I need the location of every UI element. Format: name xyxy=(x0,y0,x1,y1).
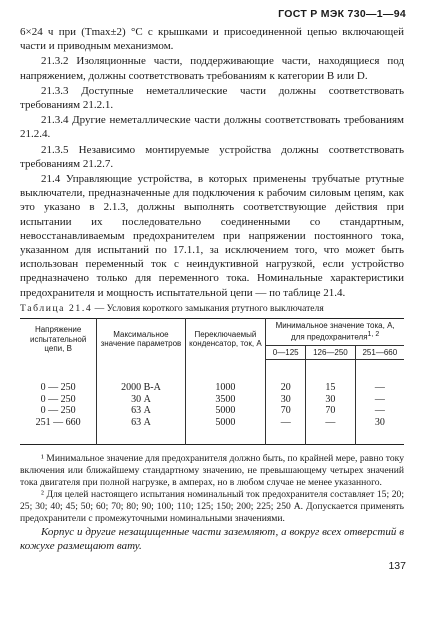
header-sub-126-250: 126—250 xyxy=(306,345,356,360)
footnotes xyxy=(20,453,404,524)
header-sub-251-660: 251—660 xyxy=(355,345,404,360)
cell-max-param: 63 А xyxy=(97,417,185,445)
paragraph-test-duration: 6×24 ч при (Tmax±2) °С с крышками и присоединенной цепью включающей части и приводным механизмом. xyxy=(20,26,404,53)
cell-fuse-251-660: 30 xyxy=(355,417,404,445)
header-min-fuse xyxy=(266,318,404,345)
cell-fuse-0-125: 30 xyxy=(266,394,306,406)
header-voltage: Напряжение испытательной цепи, В xyxy=(29,324,87,354)
paragraph-21-3-3: 21.3.3 Доступные неметаллические части должны соответствовать требованиям 21.2.1. xyxy=(20,84,404,112)
paragraph-21-4: 21.4 Управляющие устройства, в которых применены трубчатые ртутные выключатели, предназначенные для подключения к рабочим силовым цепям, как это указано в 2.1.3, должны выполнять соответствующие действия при испытании их последовательно соединенными со стандартным, невосстанавливаемым предохранителем при напряжении постоянного тока, указанном для испытаний по 17.1.1, за исключением того, что может быть использован переменный ток с неиндуктивной нагрузкой, если устройство предназначено только для переменного тока. Номинальные характеристики предохранителя и мощность испытательной цепи — по таблице 21.4. xyxy=(20,173,404,299)
page-number: 137 xyxy=(388,560,406,572)
cell-fuse-251-660: — xyxy=(355,360,404,394)
header-capacitor: Переключаемый конденсатор, ток, А xyxy=(185,318,266,359)
document-header: ГОСТ Р МЭК 730—1—94 xyxy=(278,8,406,20)
cell-fuse-0-125: 20 xyxy=(266,360,306,394)
document-body xyxy=(20,25,404,554)
cell-capacitor-current: 5000 xyxy=(185,417,266,445)
cell-fuse-251-660: — xyxy=(355,394,404,406)
short-circuit-table xyxy=(20,318,404,445)
header-max-params: Максимальное значение параметров xyxy=(97,318,185,359)
paragraph-21-3-2: 21.3.2 Изоляционные части, поддерживающие части, находящиеся под напряжением, должны соответствовать требованиям к категории В или D. xyxy=(20,55,404,82)
header-sub-0-125: 0—125 xyxy=(266,345,306,360)
cell-capacitor-current: 3500 xyxy=(185,394,266,406)
footnote-1: ¹ Минимальное значение для предохранителя должно быть, по крайней мере, равно току включения или ближайшему стандартному значению, не превышающему четырех значений тока двигателя при полной нагрузке, в амперах, но в любом случае не менее указанного. xyxy=(20,453,404,489)
cell-fuse-126-250: 30 xyxy=(306,394,356,406)
cell-capacitor-current: 1000 xyxy=(185,360,266,394)
cell-fuse-126-250: — xyxy=(306,417,356,445)
cell-fuse-251-660: — xyxy=(355,405,404,417)
cell-fuse-126-250: 70 xyxy=(306,405,356,417)
cell-fuse-0-125: — xyxy=(266,417,306,445)
cell-fuse-126-250: 15 xyxy=(306,360,356,394)
cell-voltage: 251 — 660 xyxy=(35,416,81,428)
closing-paragraph: Корпус и другие незащищенные части заземляют, а вокруг всех отверстий в кожухе размещают вату. xyxy=(20,525,404,552)
table-caption-text: — Условия короткого замыкания ртутного выключателя xyxy=(92,302,324,314)
cell-capacitor-current: 5000 xyxy=(185,405,266,417)
header-min-fuse-sup: 1, 2 xyxy=(367,331,380,339)
cell-voltage: 0 — 250 xyxy=(40,405,76,417)
header-min-fuse-text: Минимальное значение тока, А, для предохранителя xyxy=(275,320,395,343)
footnote-2: ² Для целей настоящего испытания номинальный ток предохранителя составляет 15; 20; 25; 30; 40; 45; 50; 60; 70; 80; 90; 100; 110; 125; 150; 200; 225; 250 А. Допускается применять предохранители с промежуточными номинальными значениями. xyxy=(20,489,404,524)
table-row xyxy=(20,417,404,445)
table-caption-lead: Таблица 21.4 xyxy=(20,302,93,314)
cell-max-param: 30 А xyxy=(97,394,185,406)
cell-voltage: 0 — 250 xyxy=(40,382,76,394)
cell-max-param: 63 А xyxy=(97,405,185,417)
paragraph-21-3-5: 21.3.5 Независимо монтируемые устройства должны соответствовать требованиям 21.2.7. xyxy=(20,143,404,170)
cell-max-param: 2000 В-А xyxy=(97,360,185,394)
table-row xyxy=(20,394,404,406)
paragraph-21-3-4: 21.3.4 Другие неметаллические части должны соответствовать требованиям 21.2.4. xyxy=(20,114,404,141)
table-caption xyxy=(20,303,404,315)
table-row xyxy=(20,405,404,417)
cell-fuse-0-125: 70 xyxy=(266,405,306,417)
table-row xyxy=(20,360,404,394)
cell-voltage: 0 — 250 xyxy=(40,393,76,405)
